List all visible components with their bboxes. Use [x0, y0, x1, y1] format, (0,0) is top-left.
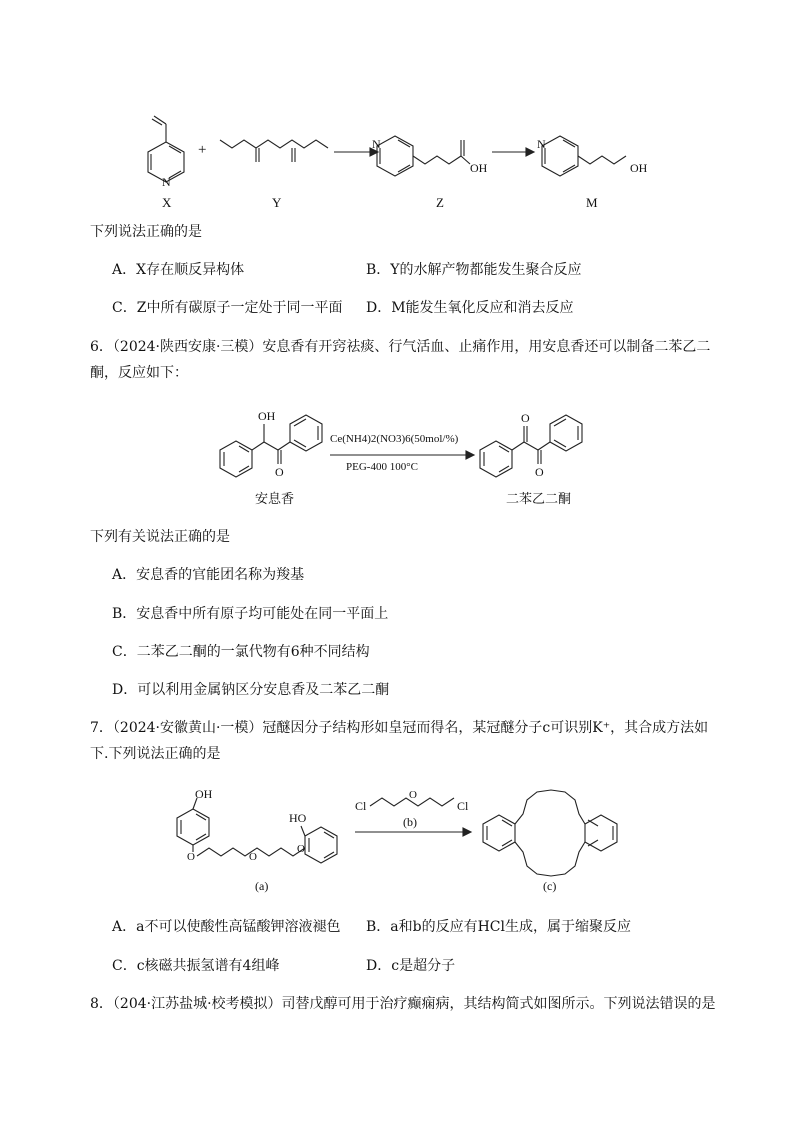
arrow-head — [466, 451, 474, 459]
label-m: M — [586, 195, 598, 210]
plus-sign: + — [198, 142, 207, 158]
molecule-y — [220, 140, 328, 162]
q7-option-a: A．a不可以使酸性高锰酸钾溶液褪色 — [112, 919, 341, 935]
q7-intro-line2: 下.下列说法正确的是 — [90, 746, 221, 762]
label-y: Y — [272, 195, 282, 210]
hydroxyl-label: OH — [630, 161, 648, 175]
hydroxyl-label: OH — [470, 161, 488, 175]
label-x: X — [162, 195, 172, 210]
q5-reaction-scheme — [120, 112, 680, 212]
hydroxyl-label: HO — [289, 811, 307, 825]
molecule-benzil — [480, 411, 582, 479]
label-b: (b) — [403, 815, 417, 829]
q6-option-b: B．安息香中所有原子均可能处在同一平面上 — [112, 606, 389, 622]
molecule-m — [537, 136, 648, 176]
molecule-benzoin — [220, 409, 322, 479]
q5-option-c: C．Z中所有碳原子一定处于同一平面 — [112, 300, 343, 316]
arrow-head — [463, 828, 471, 836]
reagent-line1: Ce(NH4)2(NO3)6(50mol/%) — [330, 433, 459, 445]
oxygen-label: O — [535, 465, 544, 479]
q7-option-d: D．c是超分子 — [366, 958, 456, 974]
label-a: (a) — [255, 879, 269, 893]
q8-intro-line1: 8．（204·江苏盐城·校考模拟）司替戊醇可用于治疗癫痫病，其结构简式如图所示。下列说法错误的是 — [90, 996, 716, 1012]
q7-intro-line1: 7．（2024·安徽黄山·一模）冠醚因分子结构形如皇冠而得名，某冠醚分子c可识别K⁺，其合成方法如 — [90, 720, 709, 736]
molecule-b — [355, 789, 469, 813]
q5-option-a: A．X存在顺反异构体 — [112, 262, 245, 278]
hydroxyl-label: OH — [195, 787, 213, 801]
q6-option-a: A．安息香的官能团名称为羧基 — [112, 567, 305, 583]
label-c: (c) — [543, 879, 557, 893]
oxygen-label: O — [275, 465, 284, 479]
q6-intro-line2: 酮，反应如下： — [90, 365, 188, 381]
q7-option-c: C．c核磁共振氢谱有4组峰 — [112, 958, 280, 974]
q6-option-c: C．二苯乙二酮的一氯代物有6种不同结构 — [112, 644, 370, 660]
molecule-x — [148, 116, 184, 189]
q5-stem: 下列说法正确的是 — [90, 224, 202, 240]
q7-option-b: B．a和b的反应有HCl生成，属于缩聚反应 — [366, 919, 631, 935]
chlorine-label: Cl — [355, 799, 367, 813]
nitrogen-label: N — [372, 137, 381, 151]
chlorine-label: Cl — [457, 799, 469, 813]
reactant-name: 安息香 — [255, 491, 295, 506]
ether-oxygen-label: O — [187, 851, 195, 863]
oxygen-label: O — [409, 789, 417, 801]
q6-reaction-scheme — [200, 400, 620, 515]
q6-option-d: D．可以利用金属钠区分安息香及二苯乙二酮 — [112, 682, 390, 698]
oxygen-label: O — [521, 411, 530, 425]
ether-oxygen-label: O — [297, 843, 305, 855]
q5-option-b: B．Y的水解产物都能发生聚合反应 — [366, 262, 582, 278]
q5-option-d: D．M能发生氧化反应和消去反应 — [366, 300, 574, 316]
nitrogen-label: N — [162, 175, 171, 189]
product-name: 二苯乙二酮 — [506, 491, 572, 506]
reagent-line2: PEG-400 100°C — [346, 461, 418, 473]
nitrogen-label: N — [537, 137, 546, 151]
label-z: Z — [436, 195, 444, 210]
molecule-a — [177, 787, 337, 863]
molecule-z — [372, 136, 488, 176]
q7-reaction-scheme — [165, 780, 635, 900]
hydroxyl-label: OH — [258, 409, 276, 423]
q6-intro-line1: 6．（2024·陕西安康·三模）安息香有开窍祛痰、行气活血、止痛作用，用安息香还可以制备二苯乙二 — [90, 339, 711, 355]
q6-stem: 下列有关说法正确的是 — [90, 529, 230, 545]
arrow-head-2 — [526, 148, 534, 156]
molecule-c — [483, 790, 617, 876]
ether-oxygen-label: O — [249, 851, 257, 863]
